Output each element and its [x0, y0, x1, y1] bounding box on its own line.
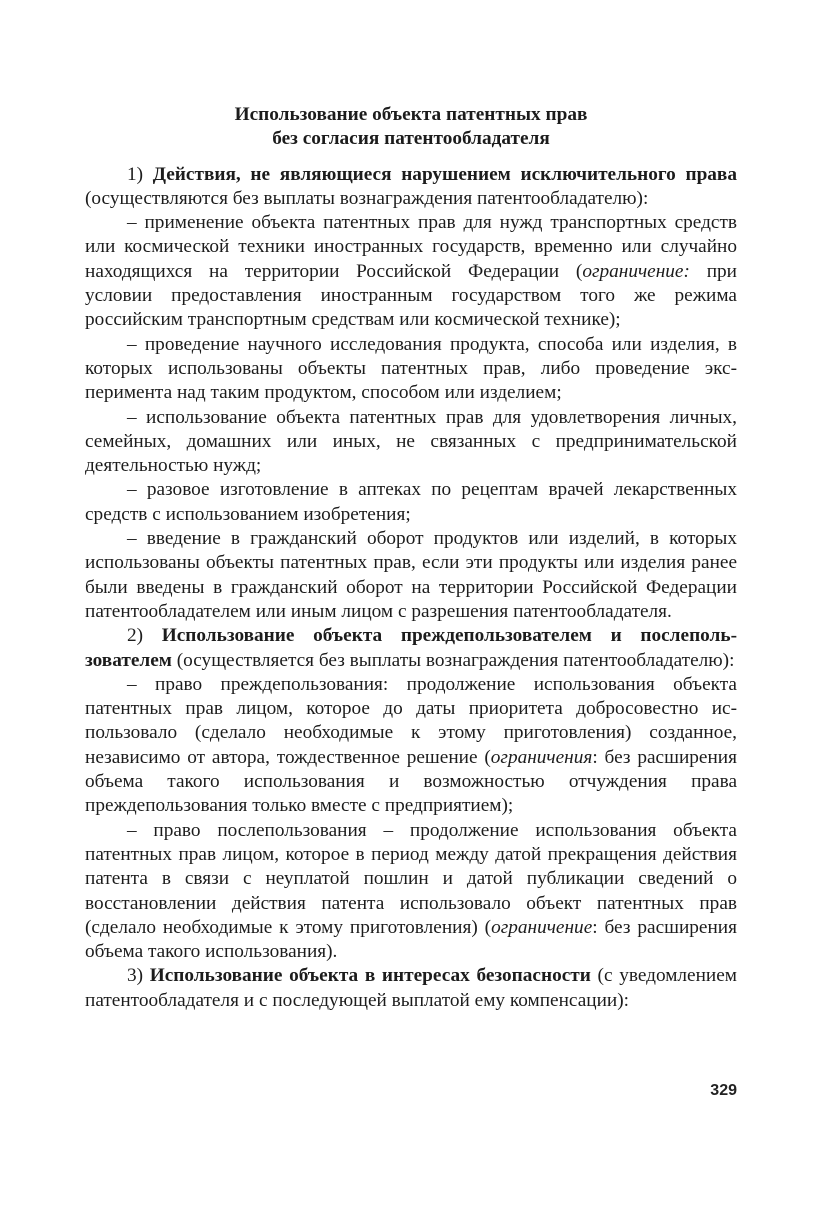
bold-heading: Использование объекта преждепользователем и послепользователем	[85, 625, 737, 671]
list-number: 3)	[127, 965, 144, 987]
bold-heading: Действия, не являющиеся нарушением исключительного права	[152, 163, 737, 185]
paragraph-text: – право послепользования – продолжение использования объекта патентных прав лицом, которое в период между датой прекращения действия патента в связи с неуплатой пошлин и датой публикации сведений о восстановлении действия патента использовало объект патентных прав (сделало необходимые к этому приготовления) (	[85, 819, 737, 938]
paragraph-text: – применение объекта патентных прав для нужд транспортных средств или космической техники иностранных государств, временно или случайно находящихся на территории Российской Федерации (	[85, 212, 737, 282]
paragraph-4: – использование объекта патентных прав для удовлетворения личных, семейных, домашних или иных, не связанных с предпринимательской деятельностью нужд;	[85, 406, 737, 477]
list-number: 1)	[127, 163, 144, 185]
title-line-1: Использование объекта патентных прав	[234, 104, 588, 125]
page-number: 329	[710, 1082, 737, 1099]
paragraph-7	[85, 624, 737, 673]
document-page	[85, 103, 737, 1013]
title-line-2: без согласия патентообладателя	[272, 128, 550, 150]
section-title	[85, 103, 737, 152]
paragraph-text: (с уведомлением патентообладателя и с последующей выплатой ему компенсации):	[85, 965, 738, 1011]
italic-term: ограничение	[491, 916, 593, 938]
paragraph-text: (осуществляются без выплаты вознаграждения патентообладателю):	[85, 187, 649, 209]
list-number: 2)	[127, 625, 144, 647]
italic-term: ограничения	[490, 746, 593, 768]
paragraph-text: (осуществляется без выплаты вознаграждения патентообладателю):	[171, 649, 735, 671]
paragraph-10	[85, 964, 737, 1013]
paragraph-2	[85, 211, 737, 332]
paragraph-text: : без расширения объема такого использования).	[85, 916, 737, 963]
paragraph-5: – разовое изготовление в аптеках по рецептам врачей лекарственных средств с использованием изобретения;	[85, 479, 737, 525]
paragraph-text: при условии предоставления иностранным государством того же режима российским транспортным средствам или космической технике);	[85, 260, 737, 331]
bold-heading: Использование объекта в интересах безопасности	[149, 965, 591, 987]
paragraph-9	[85, 819, 737, 965]
paragraph-text: : без расширения объема такого использования и возможностью отчуждения права преждепользования только вместе с предприятием);	[85, 746, 737, 817]
paragraph-text: – право преждепользования: продолжение использования объекта патентных прав лицом, которое до даты приоритета добросовестно использовало (сделало необходимые к этому приготовления) созданное, независимо от автора, тождественное решение (	[85, 673, 737, 768]
paragraph-3: – проведение научного исследования продукта, способа или изделия, в которых использованы объекты патентных прав, либо проведение эксперимента над таким продуктом, способом или изделием;	[85, 333, 737, 404]
paragraph-6: – введение в гражданский оборот продуктов или изделий, в которых использованы объекты патентных прав, если эти продукты или изделия ранее были введены в гражданский оборот на территории Российской Федерации патентообладателем или иным лицом с разрешения патентообладателя.	[85, 528, 737, 622]
paragraph-1	[85, 163, 737, 212]
paragraph-8	[85, 673, 737, 819]
italic-term: ограничение:	[582, 260, 690, 282]
